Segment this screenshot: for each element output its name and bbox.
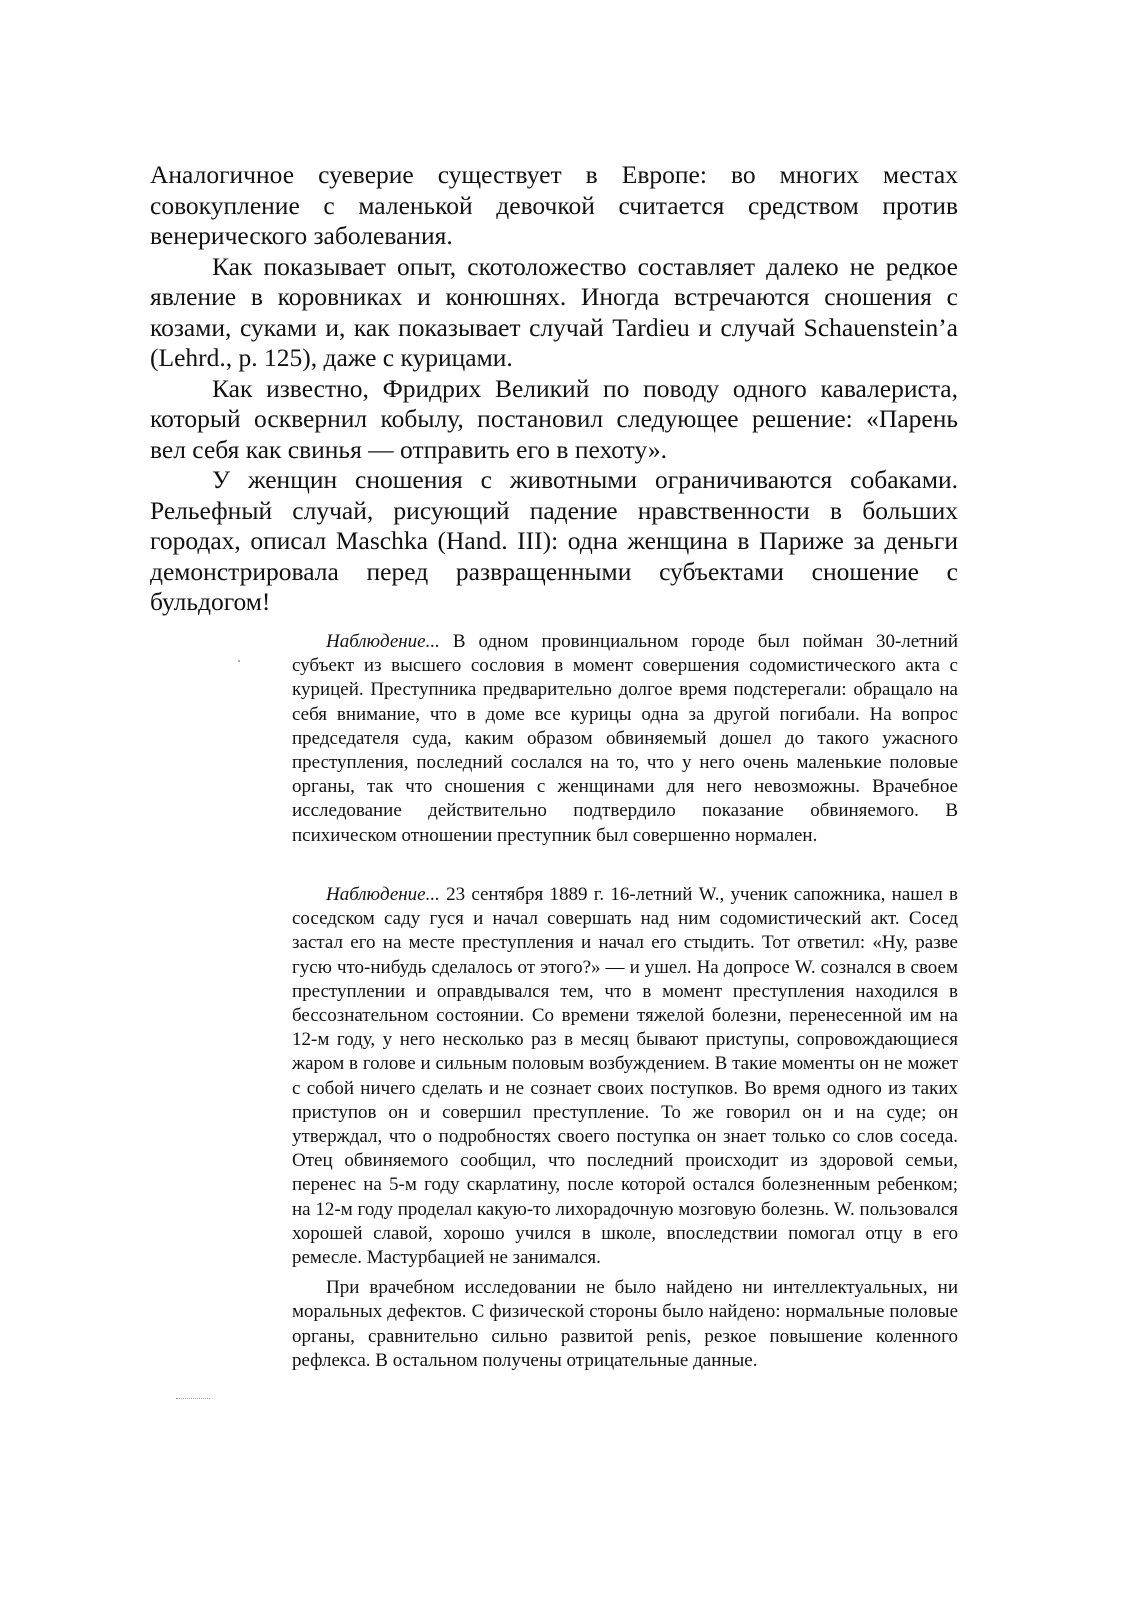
observation-1 bbox=[292, 630, 958, 848]
observation-2-text: 23 сентября 1889 г. 16-летний W., ученик сапожника, нашел в соседском саду гуся и начал совершать над ним содомистический акт. Сосед застал его на месте преступления и начал его стыдить. Тот ответил: «Ну, разве гусю что-нибудь сделалось от этого?» — и ушел. На допросе W. сознался в своем преступлении и оправдывался тем, что в момент преступления находился в бессознательном состоянии. Со времени тяжелой болезни, перенесенной им на 12-м году, у него несколько раз в месяц бывают приступы, сопровождающиеся жаром в голове и сильным половым возбуждением. В такие моменты он не может с собой ничего сделать и не сознает своих поступков. Во время одного из таких приступов он и совершил преступление. То же говорил он и на суде; он утверждал, что о подробностях своего поступка он знает только со слов соседа. Отец обвиняемого сообщил, что последний происходит из здоровой семьи, перенес на 5-м году скарлатину, после которой остался болезненным ребенком; на 12-м году проделал какую-то лихорадочную мозговую болезнь. W. пользовался хорошей славой, хорошо учился в школе, впоследствии помогал отцу в его ремесле. Мастурбацией не занимался. bbox=[292, 884, 958, 1269]
observation-1-lead: Наблюдение... bbox=[326, 631, 440, 652]
main-text bbox=[150, 160, 958, 618]
observation-1-paragraph bbox=[292, 630, 958, 848]
observation-2-lead: Наблюдение... bbox=[326, 884, 440, 905]
observation-2 bbox=[292, 883, 958, 1373]
paragraph-3: Как известно, Фридрих Великий по поводу одного кавалериста, который осквернил кобылу, постановил следующее решение: «Парень вел себя как свинья — отправить его в пехоту». bbox=[150, 373, 958, 464]
observation-2-paragraph bbox=[292, 883, 958, 1270]
paragraph-2: Как показывает опыт, скотоложество составляет далеко не редкое явление в коровниках и конюшнях. Иногда встречаются сношения с козами, суками и, как показывает случай Tardieu и случай Schauenstein’a (Lehrd., р. 125), даже с курицами. bbox=[150, 251, 958, 372]
paragraph-4: У женщин сношения с животными ограничиваются собаками. Рельефный случай, рисующий падение нравственности в больших городах, описал Maschka (Hand. III): одна женщина в Париже за деньги демонстрировала перед развращенными субъектами сношение с бульдогом! bbox=[150, 465, 958, 616]
scan-speck bbox=[238, 660, 240, 662]
observation-2-paragraph-2: При врачебном исследовании не было найдено ни интеллектуальных, ни моральных дефектов. С физической стороны было найдено: нормальные половые органы, сравнительно сильно развитой penis, резкое повышение коленного рефлекса. В остальном получены отрицательные данные. bbox=[292, 1277, 958, 1371]
paragraph-1: Аналогичное суеверие существует в Европе: во многих местах совокупление с маленькой девочкой считается средством против венерического заболевания. bbox=[150, 160, 958, 250]
scan-dots bbox=[176, 1398, 210, 1399]
observation-1-text: В одном провинциальном городе был пойман 30-летний субъект из высшего сословия в момент совершения содомистического акта с курицей. Преступника предварительно долгое время подстерегали: обращало на себя внимание, что в доме все курицы одна за другой погибали. На вопрос председателя суда, каким образом обвиняемый дошел до такого ужасного преступления, последний сослался на то, что у него очень маленькие половые органы, так что сношения с женщинами для него невозможны. Врачебное исследование действительно подтвердило показание обвиняемого. В психическом отношении преступник был совершенно нормален. bbox=[292, 631, 958, 846]
